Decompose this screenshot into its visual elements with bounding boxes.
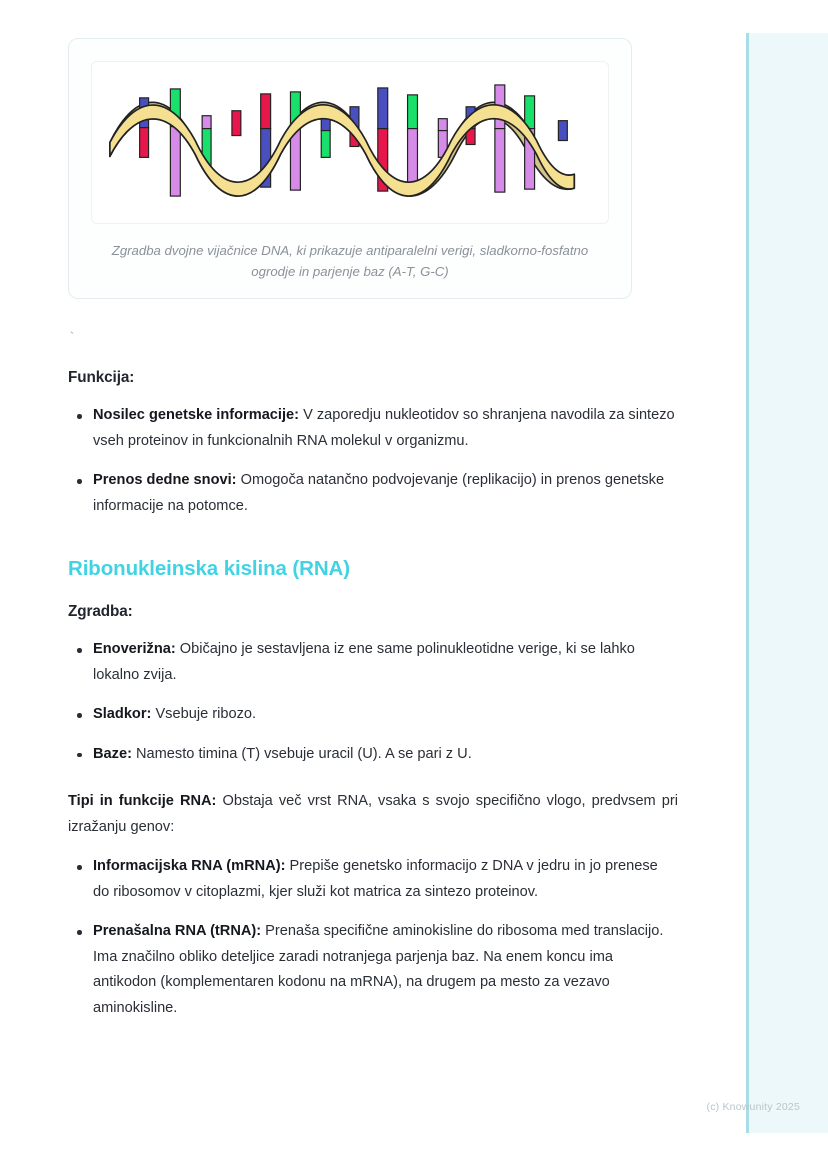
list-item-text: Vsebuje ribozo. — [151, 706, 257, 722]
rna-structure-heading: Zgradba: — [68, 603, 133, 620]
list-item-lead: Informacijska RNA (mRNA): — [93, 858, 286, 874]
list-item-text: Prenaša specifične aminokisline do ribosoma med translacijo. Ima značilno obliko deteljice zaradi notranjega parjenja baz. Na enem koncu ima antikodon (komplementaren kodonu na mRNA), na drugem pa mesto za vezavo aminokisline. — [93, 923, 664, 1016]
dna-function-heading: Funkcija: — [68, 369, 135, 386]
rna-types-lead: Tipi in funkcije RNA: — [68, 793, 217, 809]
figure-card — [68, 38, 632, 299]
list-item-text: Omogoča natančno podvojevanje (replikacijo) in prenos genetske informacije na potomce. — [93, 472, 665, 514]
right-decorative-panel — [746, 33, 828, 1133]
base-pairs-group — [140, 85, 568, 196]
dna-helix-svg — [92, 62, 608, 223]
copyright-watermark: (c) Knowunity 2025 — [706, 1101, 800, 1113]
list-item-text: Običajno je sestavljena iz ene same polinukleotidne verige, ki se lahko lokalno zvija. — [93, 641, 635, 683]
rna-types-paragraph — [68, 789, 678, 840]
figure-caption: Zgradba dvojne vijačnice DNA, ki prikazuje antiparalelni verigi, sladkorno-fosfatno ogrodje in parjenje baz (A-T, G-C) — [111, 243, 589, 279]
list-item-lead: Prenos dedne snovi: — [93, 472, 237, 488]
list-item-lead: Prenašalna RNA (tRNA): — [93, 923, 262, 939]
list-item — [68, 742, 678, 768]
list-item-text: Namesto timina (T) vsebuje uracil (U). A se pari z U. — [131, 745, 472, 762]
list-item-lead: Enoverižna: — [93, 641, 176, 657]
list-item-lead: Sladkor: — [93, 706, 152, 722]
list-item — [68, 702, 678, 728]
list-item-lead: Nosilec genetske informacije: — [93, 407, 300, 423]
list-item-text: V zaporedju nukleotidov so shranjena navodila za sintezo vseh proteinov in funkcionalnih RNA molekul v organizmu. — [93, 407, 675, 449]
list-item-text: Prepiše genetsko informacijo z DNA v jedru in jo prenese do ribosomov v citoplazmi, kjer služi kot matrica za sintezo proteinov. — [93, 858, 658, 900]
dna-function-list — [68, 403, 678, 519]
rna-types-list — [68, 854, 678, 1021]
list-item — [68, 919, 678, 1021]
rna-section-heading: Ribonukleinska kislina (RNA) — [68, 557, 350, 580]
list-item-lead: Baze: — [93, 745, 132, 762]
stray-backtick-glyph: ` — [68, 330, 76, 345]
list-item — [68, 403, 678, 454]
list-item — [68, 468, 678, 519]
rna-types-text: Obstaja več vrst RNA, vsaka s svojo specifično vlogo, predvsem pri izražanju genov: — [68, 793, 678, 835]
rna-structure-list — [68, 637, 678, 767]
list-item — [68, 637, 678, 688]
list-item — [68, 854, 678, 905]
dna-double-helix-illustration — [91, 61, 609, 224]
